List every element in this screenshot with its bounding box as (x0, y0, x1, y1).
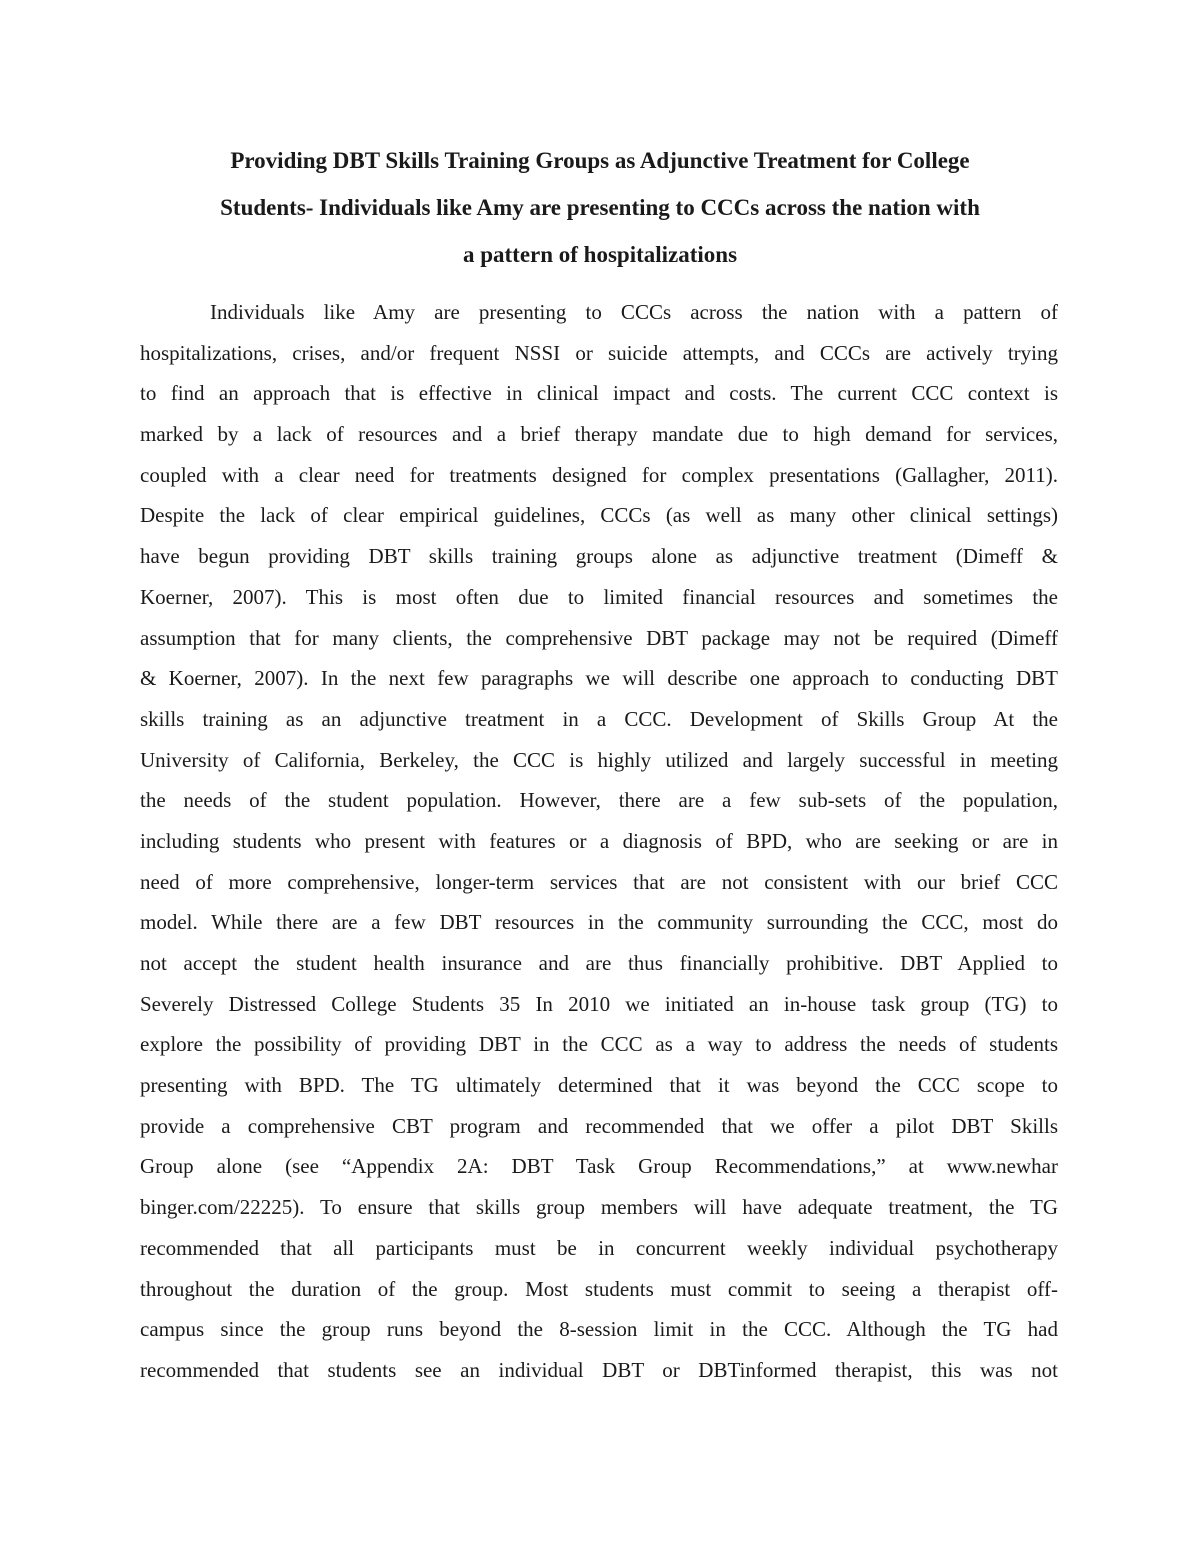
paragraph-line: coupled with a clear need for treatments designed for complex presentations (Gallagher, 2011). (140, 462, 1058, 487)
paragraph-line: the needs of the student population. However, there are a few sub-sets of the population, (140, 788, 1058, 813)
paragraph-line: campus since the group runs beyond the 8-session limit in the CCC. Although the TG had (140, 1317, 1058, 1342)
title-line: Providing DBT Skills Training Groups as Adjunctive Treatment for College (230, 148, 970, 173)
paragraph-line: recommended that all participants must be in concurrent weekly individual psychotherapy (140, 1235, 1058, 1260)
paragraph-line: assumption that for many clients, the comprehensive DBT package may not be required (Dimeff (140, 625, 1058, 650)
document-title (140, 137, 1060, 278)
paragraph-line: hospitalizations, crises, and/or frequent NSSI or suicide attempts, and CCCs are actively trying (140, 340, 1058, 365)
paragraph-line: Group alone (see “Appendix 2A: DBT Task Group Recommendations,” at www.newhar (140, 1154, 1058, 1179)
body-paragraph (140, 292, 1058, 1391)
paragraph-line: explore the possibility of providing DBT in the CCC as a way to address the needs of students (140, 1032, 1058, 1057)
paragraph-line: Severely Distressed College Students 35 In 2010 we initiated an in-house task group (TG) to (140, 991, 1058, 1016)
paragraph-line: provide a comprehensive CBT program and recommended that we offer a pilot DBT Skills (140, 1113, 1058, 1138)
paragraph-line: to find an approach that is effective in clinical impact and costs. The current CCC context is (140, 381, 1058, 406)
paragraph-line: University of California, Berkeley, the CCC is highly utilized and largely successful in meeting (140, 747, 1058, 772)
paragraph-line: including students who present with features or a diagnosis of BPD, who are seeking or are in (140, 828, 1058, 853)
paragraph-line: Individuals like Amy are presenting to CCCs across the nation with a pattern of (210, 300, 1058, 324)
paragraph-line: Despite the lack of clear empirical guidelines, CCCs (as well as many other clinical settings) (140, 503, 1058, 528)
paragraph-line: need of more comprehensive, longer-term services that are not consistent with our brief CCC (140, 869, 1058, 894)
paragraph-line: binger.com/22225). To ensure that skills group members will have adequate treatment, the TG (140, 1195, 1058, 1220)
paragraph-line: model. While there are a few DBT resources in the community surrounding the CCC, most do (140, 910, 1058, 935)
paragraph-line: not accept the student health insurance and are thus financially prohibitive. DBT Applied to (140, 951, 1058, 975)
paragraph-line: presenting with BPD. The TG ultimately determined that it was beyond the CCC scope to (140, 1073, 1058, 1098)
paragraph-line: skills training as an adjunctive treatment in a CCC. Development of Skills Group At the (140, 706, 1058, 731)
paragraph-line: recommended that students see an individual DBT or DBTinformed therapist, this was not (140, 1357, 1058, 1382)
paragraph-line: & Koerner, 2007). In the next few paragraphs we will describe one approach to conducting DBT (140, 666, 1058, 691)
paragraph-line: throughout the duration of the group. Most students must commit to seeing a therapist off- (140, 1276, 1058, 1301)
paragraph-line: Koerner, 2007). This is most often due to limited financial resources and sometimes the (140, 584, 1058, 609)
title-line: a pattern of hospitalizations (462, 242, 738, 267)
paragraph-line: marked by a lack of resources and a brief therapy mandate due to high demand for services, (140, 422, 1058, 447)
paragraph-line: have begun providing DBT skills training groups alone as adjunctive treatment (Dimeff & (140, 544, 1058, 569)
title-line: Students- Individuals like Amy are presenting to CCCs across the nation with (220, 195, 980, 220)
